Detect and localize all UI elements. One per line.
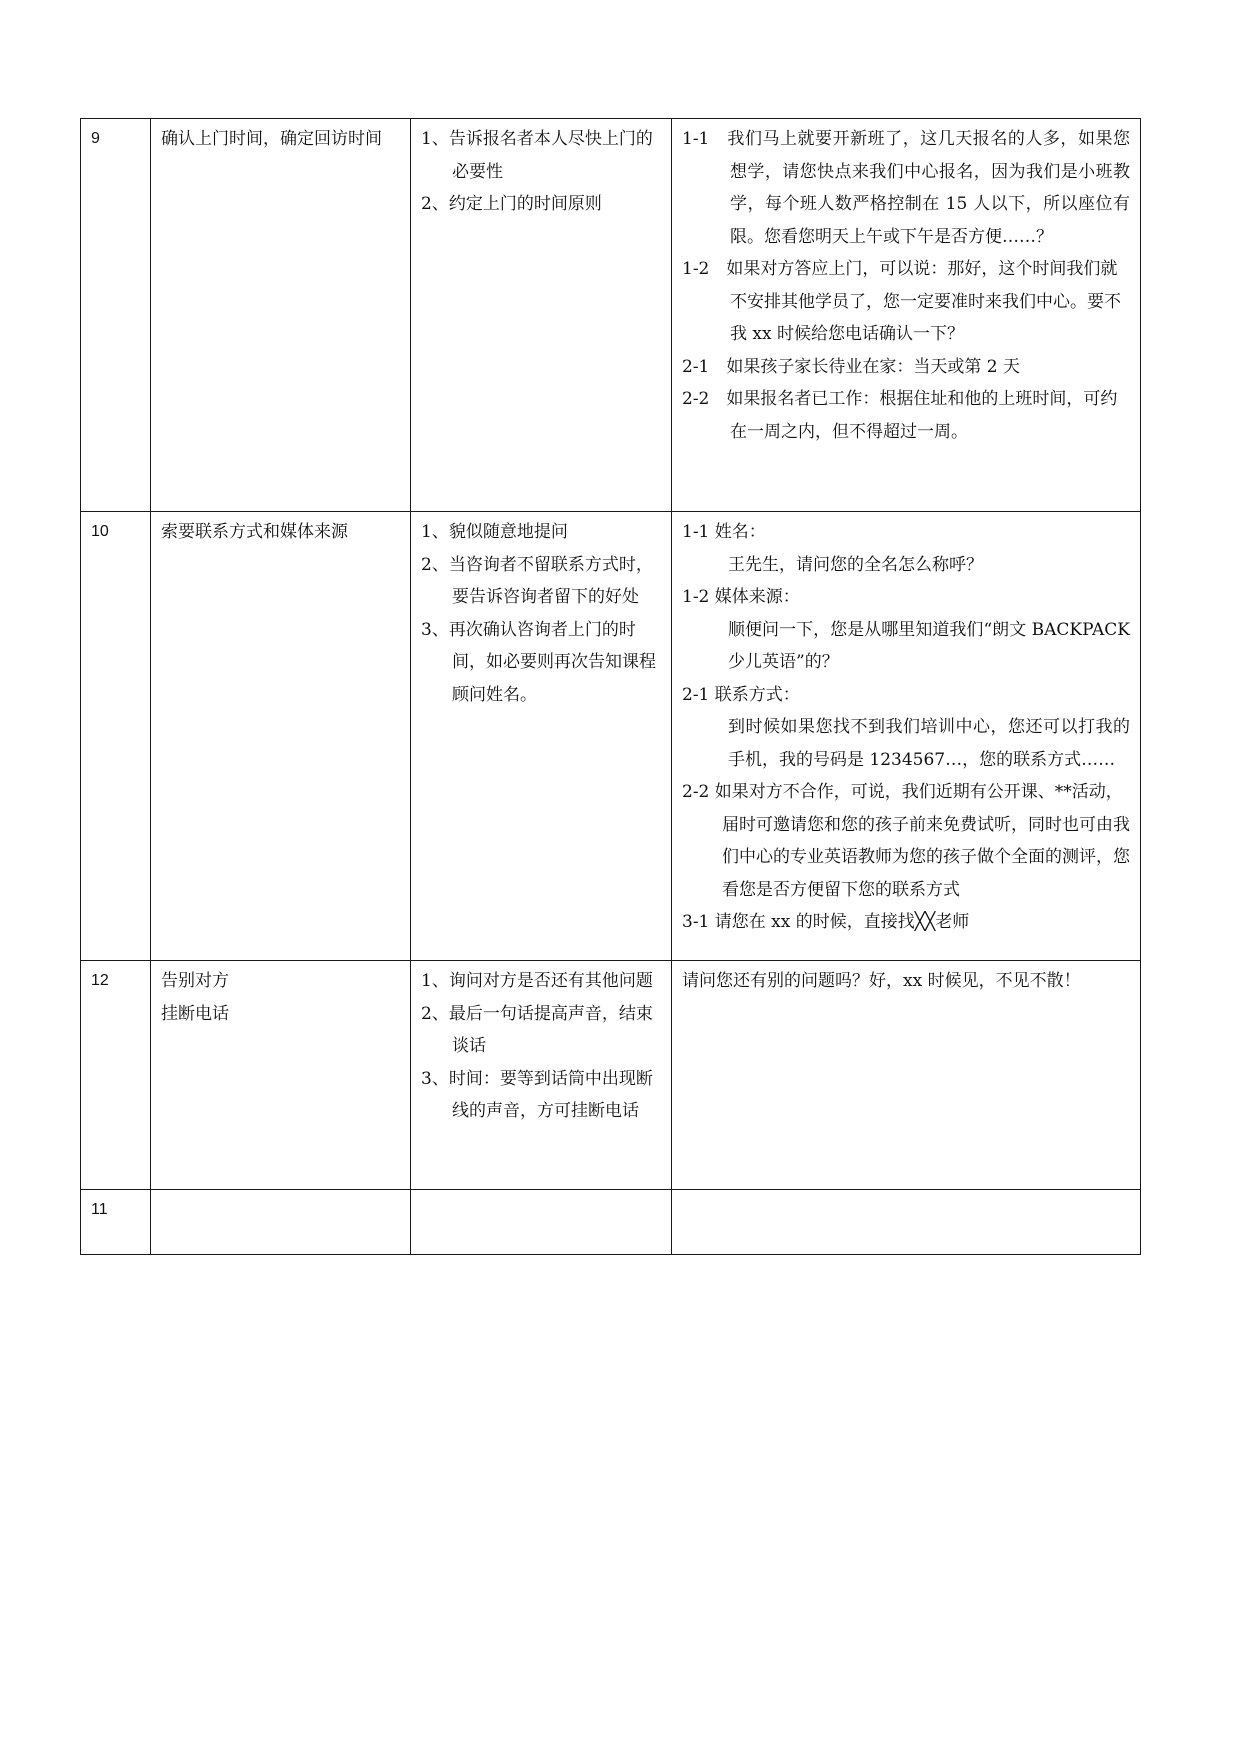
key-point: 3、时间：要等到话筒中出现断线的声音，方可挂断电话 bbox=[421, 1068, 653, 1121]
row-number: 9 bbox=[81, 119, 151, 512]
script-item: 1-1 我们马上就要开新班了，这几天报名的人多，如果您想学，请您快点来我们中心报名，因为我们是小班教学，每个班人数严格控制在 15 人以下，所以座位有限。您看您明天上午或下午是否方便……？ bbox=[682, 129, 1130, 247]
script-label: 1-1 姓名： bbox=[682, 522, 766, 542]
table-row bbox=[81, 1190, 1141, 1255]
step-cell bbox=[151, 1190, 411, 1255]
row-number: 11 bbox=[81, 1190, 151, 1255]
key-points-cell bbox=[411, 512, 672, 961]
script-cell bbox=[672, 961, 1141, 1190]
script-text: 到时候如果您找不到我们培训中心，您还可以打我的手机，我的号码是 1234567…，您的联系方式…… bbox=[728, 717, 1130, 770]
step-text: 告别对方 bbox=[161, 971, 229, 991]
key-point: 2、约定上门的时间原则 bbox=[421, 194, 602, 214]
step-cell bbox=[151, 961, 411, 1190]
script-item: 3-1 请您在 xx 的时候，直接找╳╳老师 bbox=[682, 912, 970, 932]
script-cell bbox=[672, 1190, 1141, 1255]
script-label: 1-2 媒体来源： bbox=[682, 587, 800, 607]
script-item: 2-2 如果报名者已工作：根据住址和他的上班时间，可约在一周之内，但不得超过一周。 bbox=[682, 389, 1118, 442]
row-number: 10 bbox=[81, 512, 151, 961]
script-item: 2-2 如果对方不合作，可说，我们近期有公开课、**活动，届时可邀请您和您的孩子前来免费试听，同时也可由我们中心的专业英语教师为您的孩子做个全面的测评，您看您是否方便留下您的联系方式 bbox=[682, 782, 1130, 900]
key-point: 2、当咨询者不留联系方式时，要告诉咨询者留下的好处 bbox=[421, 554, 653, 607]
script-table bbox=[80, 118, 1141, 1255]
script-item: 1-2 如果对方答应上门，可以说：那好，这个时间我们就不安排其他学员了，您一定要准时来我们中心。要不我 xx 时候给您电话确认一下？ bbox=[682, 259, 1121, 344]
step-text: 确认上门时间，确定回访时间 bbox=[161, 129, 382, 149]
key-point: 2、最后一句话提高声音，结束谈话 bbox=[421, 1003, 653, 1056]
step-cell bbox=[151, 119, 411, 512]
step-text: 挂断电话 bbox=[161, 1003, 229, 1024]
script-item: 请问您还有别的问题吗？好，xx 时候见，不见不散！ bbox=[682, 971, 1081, 991]
script-label: 2-1 联系方式： bbox=[682, 684, 800, 705]
key-point: 3、再次确认咨询者上门的时间，如必要则再次告知课程顾问姓名。 bbox=[421, 619, 656, 705]
key-points-cell bbox=[411, 961, 672, 1190]
key-points-cell bbox=[411, 1190, 672, 1255]
table-row bbox=[81, 512, 1141, 961]
step-cell bbox=[151, 512, 411, 961]
script-text: 王先生，请问您的全名怎么称呼？ bbox=[728, 554, 983, 575]
script-cell bbox=[672, 512, 1141, 961]
script-item: 2-1 如果孩子家长待业在家：当天或第 2 天 bbox=[682, 356, 1020, 377]
key-point: 1、告诉报名者本人尽快上门的必要性 bbox=[421, 129, 653, 182]
row-number: 12 bbox=[81, 961, 151, 1190]
script-text: 顺便问一下，您是从哪里知道我们“朗文 BACKPACK 少儿英语”的？ bbox=[728, 619, 1130, 672]
key-point: 1、询问对方是否还有其他问题 bbox=[421, 971, 653, 991]
table-row bbox=[81, 961, 1141, 1190]
table-row bbox=[81, 119, 1141, 512]
key-points-cell bbox=[411, 119, 672, 512]
key-point: 1、貌似随意地提问 bbox=[421, 522, 568, 542]
step-text: 索要联系方式和媒体来源 bbox=[161, 522, 348, 542]
script-cell bbox=[672, 119, 1141, 512]
